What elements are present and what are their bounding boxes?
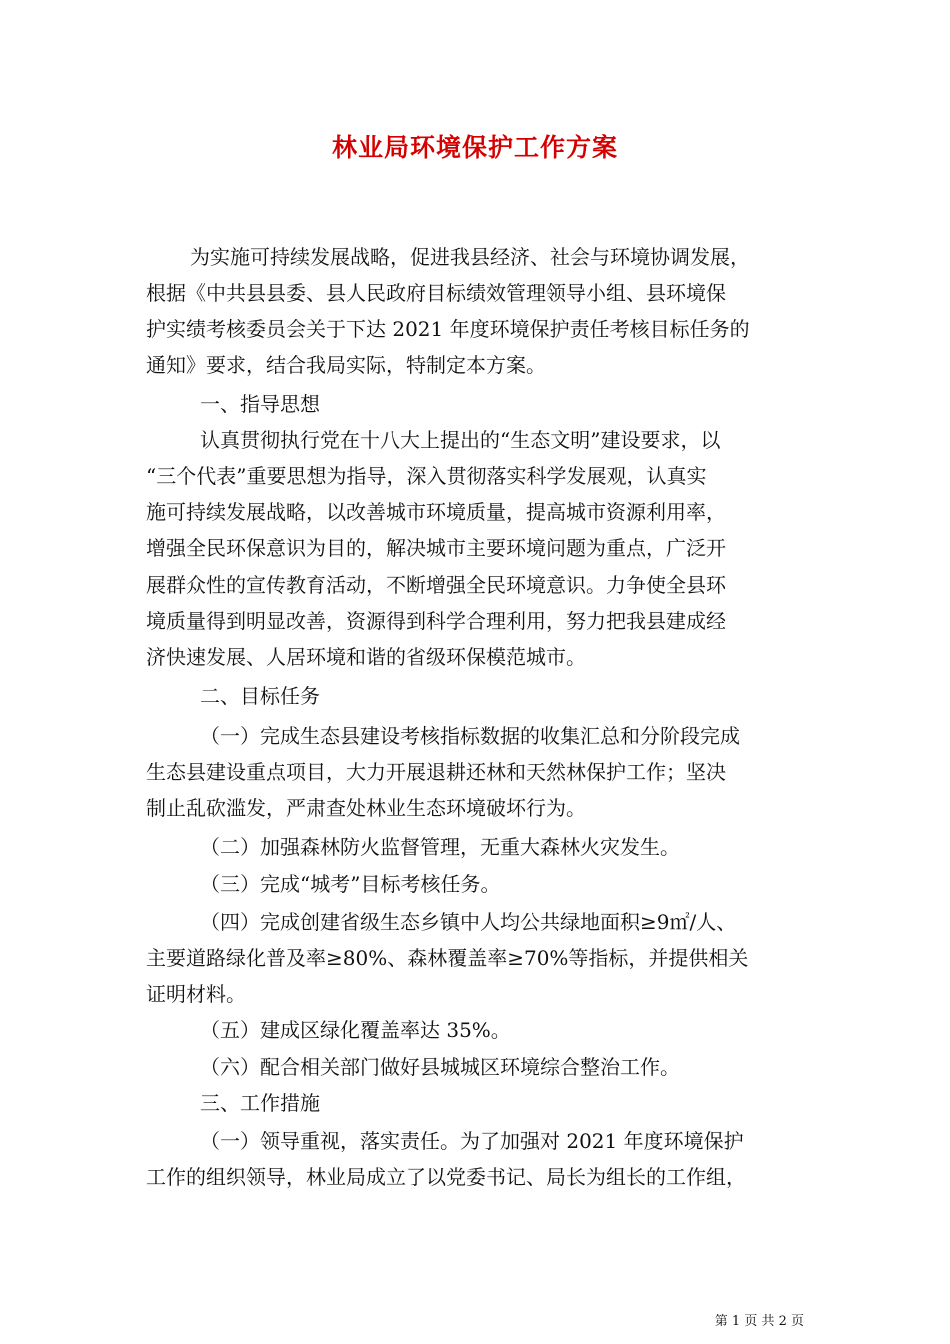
paragraph-line: （三）完成“城考”目标考核任务。 [200, 872, 501, 896]
paragraph-line: 通知》要求，结合我局实际，特制定本方案。 [146, 353, 546, 377]
paragraph-line: （四）完成创建省级生态乡镇中人均公共绿地面积≥9㎡/人、 [200, 910, 737, 934]
paragraph-line: 认真贯彻执行党在十八大上提出的“生态文明”建设要求，以 [200, 428, 721, 452]
paragraph-line: 根据《中共县县委、县人民政府目标绩效管理领导小组、县环境保 [146, 281, 726, 305]
paragraph-line: 工作的组织领导，林业局成立了以党委书记、局长为组长的工作组， [146, 1165, 746, 1189]
paragraph-line: 证明材料。 [146, 982, 246, 1006]
paragraph-line: 主要道路绿化普及率≥80%、森林覆盖率≥70%等指标，并提供相关 [146, 946, 749, 970]
paragraph-line: 制止乱砍滥发，严肃查处林业生态环境破坏行为。 [146, 796, 586, 820]
paragraph-line: 为实施可持续发展战略，促进我县经济、社会与环境协调发展， [190, 245, 750, 269]
document-title: 林业局环境保护工作方案 [331, 133, 618, 162]
paragraph-line: （二）加强森林防火监督管理，无重大森林火灾发生。 [200, 835, 680, 859]
paragraph-line: （六）配合相关部门做好县城城区环境综合整治工作。 [200, 1055, 680, 1079]
paragraph-line: 施可持续发展战略，以改善城市环境质量，提高城市资源利用率， [146, 500, 726, 524]
paragraph-line: 生态县建设重点项目，大力开展退耕还林和天然林保护工作；坚决 [146, 760, 726, 784]
paragraph-line: （一）领导重视，落实责任。为了加强对 2021 年度环境保护 [200, 1129, 744, 1153]
paragraph-line: “三个代表”重要思想为指导，深入贯彻落实科学发展观，认真实 [146, 464, 707, 488]
paragraph-line: （五）建成区绿化覆盖率达 35%。 [200, 1018, 511, 1042]
paragraph-line: 展群众性的宣传教育活动，不断增强全民环境意识。力争使全县环 [146, 573, 726, 597]
section-heading: 二、目标任务 [200, 684, 320, 708]
page-number: 第 1 页 共 2 页 [714, 1314, 804, 1329]
paragraph-line: 济快速发展、人居环境和谐的省级环保模范城市。 [146, 645, 586, 669]
paragraph-line: （一）完成生态县建设考核指标数据的收集汇总和分阶段完成 [200, 724, 740, 748]
section-heading: 一、指导思想 [200, 392, 320, 416]
paragraph-line: 增强全民环保意识为目的，解决城市主要环境问题为重点，广泛开 [146, 536, 726, 560]
paragraph-line: 境质量得到明显改善，资源得到科学合理利用，努力把我县建成经 [146, 609, 726, 633]
paragraph-line: 护实绩考核委员会关于下达 2021 年度环境保护责任考核目标任务的 [146, 317, 750, 341]
section-heading: 三、工作措施 [200, 1091, 320, 1115]
